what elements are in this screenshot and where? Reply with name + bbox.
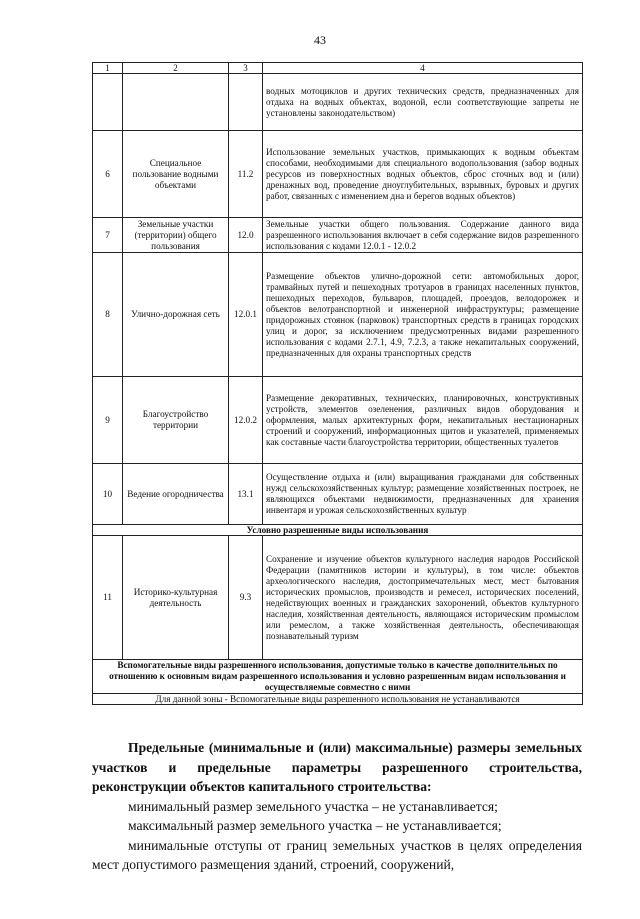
page-number: 43: [314, 33, 326, 47]
use-code: 12.0.1: [229, 253, 263, 377]
row-number: 11: [93, 536, 123, 660]
parameter-item: максимальный размер земельного участка – не устанавливается;: [128, 818, 502, 833]
parameters-section: [92, 738, 582, 875]
use-name: Благоустройство территории: [123, 377, 229, 464]
table-row: [93, 218, 583, 253]
auxiliary-note: Для данной зоны - Вспомогательные виды разрешенного использования не устанавливаются: [93, 694, 583, 705]
table-row: [93, 536, 583, 660]
use-name: Ведение огородничества: [123, 464, 229, 525]
header-cell: 4: [263, 63, 583, 74]
row-number: 9: [93, 377, 123, 464]
parameter-item: минимальный размер земельного участка – не устанавливается;: [128, 798, 498, 814]
table-row: [93, 377, 583, 464]
use-name: [123, 74, 229, 131]
row-number: 8: [93, 253, 123, 377]
table-row: [93, 131, 583, 218]
use-code: 11.2: [229, 131, 263, 218]
header-cell: 1: [93, 63, 123, 74]
use-code: 9.3: [229, 536, 263, 660]
header-cell: 2: [123, 63, 229, 74]
section-header-row: [93, 525, 583, 536]
use-name: Земельные участки (территории) общего пользования: [123, 218, 229, 253]
use-description: Осуществление отдыха и (или) выращивания гражданами для собственных нужд сельскохозяйственных культур; размещение хозяйственных построек, не являющихся объектами недвижимости, предназначенных для хранения инвентаря и урожая сельскохозяйственных культур: [263, 464, 583, 525]
use-code: [229, 74, 263, 131]
use-description: Использование земельных участков, примыкающих к водным объектам способами, необходимыми для специального водопользования (забор водных ресурсов из поверхностных водных объектов, сброс сточных вод и (или) дренажных вод, проведение дноуглубительных, взрывных, буровых и других работ, связанных с изменением дна и берегов водных объектов): [263, 131, 583, 218]
auxiliary-note-row: [93, 694, 583, 705]
table-header-row: [93, 63, 583, 74]
land-use-table: [92, 62, 583, 705]
use-name: Улично-дорожная сеть: [123, 253, 229, 377]
row-number: 10: [93, 464, 123, 525]
use-name: Историко-культурная деятельность: [123, 536, 229, 660]
table-row: [93, 464, 583, 525]
row-number: 7: [93, 218, 123, 253]
table-row: [93, 74, 583, 131]
use-description: водных мотоциклов и других технических средств, предназначенных для отдыха на водных объектах, водоной, если соответствующие запреты не установлены законодательством): [263, 74, 583, 131]
use-description: Размещение объектов улично-дорожной сети: автомобильных дорог, трамвайных путей и пешеходных тротуаров в границах населенных пунктов, пешеходных переходов, бульваров, площадей, проездов, велодорожек и объектов велотранспортной и инженерной инфраструктуры; размещение придорожных стоянок (парковок) транспортных средств в границах городских улиц и дорог, за исключением предусмотренных видами разрешенного использования с кодами 2.7.1, 4.9, 7.2.3, а также некапитальных сооружений, предназначенных для охраны транспортных средств: [263, 253, 583, 377]
row-number: [93, 74, 123, 131]
parameters-heading: Предельные (минимальные и (или) максимальные) размеры земельных участков и предельные параметры разрешенного строительства, реконструкции объектов капитального строительства:: [92, 740, 582, 794]
conditional-section-title: Условно разрешенные виды использования: [93, 525, 583, 536]
auxiliary-title: Вспомогательные виды разрешенного использования, допустимые только в качестве дополнительных по отношению к основным видам разрешенного использования и условно разрешенным видам использования и осуществляемые совместно с ними: [93, 660, 583, 694]
table-row: [93, 253, 583, 377]
auxiliary-title-row: [93, 660, 583, 694]
use-description: Сохранение и изучение объектов культурного наследия народов Российской Федерации (памятников истории и культуры), в том числе: объектов археологического наследия, достопримечательных мест, мест бытования исторических промыслов, производств и ремесел, исторических поселений, недействующих военных и гражданских захоронений, объектов культурного наследия, хозяйственная деятельность, являющаяся историческим промыслом или ремеслом, а также хозяйственная деятельность, обеспечивающая познавательный туризм: [263, 536, 583, 660]
row-number: 6: [93, 131, 123, 218]
header-cell: 3: [229, 63, 263, 74]
use-code: 12.0.2: [229, 377, 263, 464]
use-name: Специальное пользование водными объектами: [123, 131, 229, 218]
parameter-item: минимальные отступы от границ земельных участков в целях определения мест допустимого размещения зданий, строений, сооружений,: [92, 837, 582, 872]
use-description: Земельные участки общего пользования. Содержание данного вида разрешенного использования включает в себя содержание видов разрешенного использования с кодами 12.0.1 - 12.0.2: [263, 218, 583, 253]
use-code: 13.1: [229, 464, 263, 525]
use-description: Размещение декоративных, технических, планировочных, конструктивных устройств, элементов озеленения, различных видов оборудования и оформления, малых архитектурных форм, некапитальных нестационарных строений и сооружений, информационных щитов и указателей, применяемых как составные части благоустройства территории, общественных туалетов: [263, 377, 583, 464]
use-code: 12.0: [229, 218, 263, 253]
